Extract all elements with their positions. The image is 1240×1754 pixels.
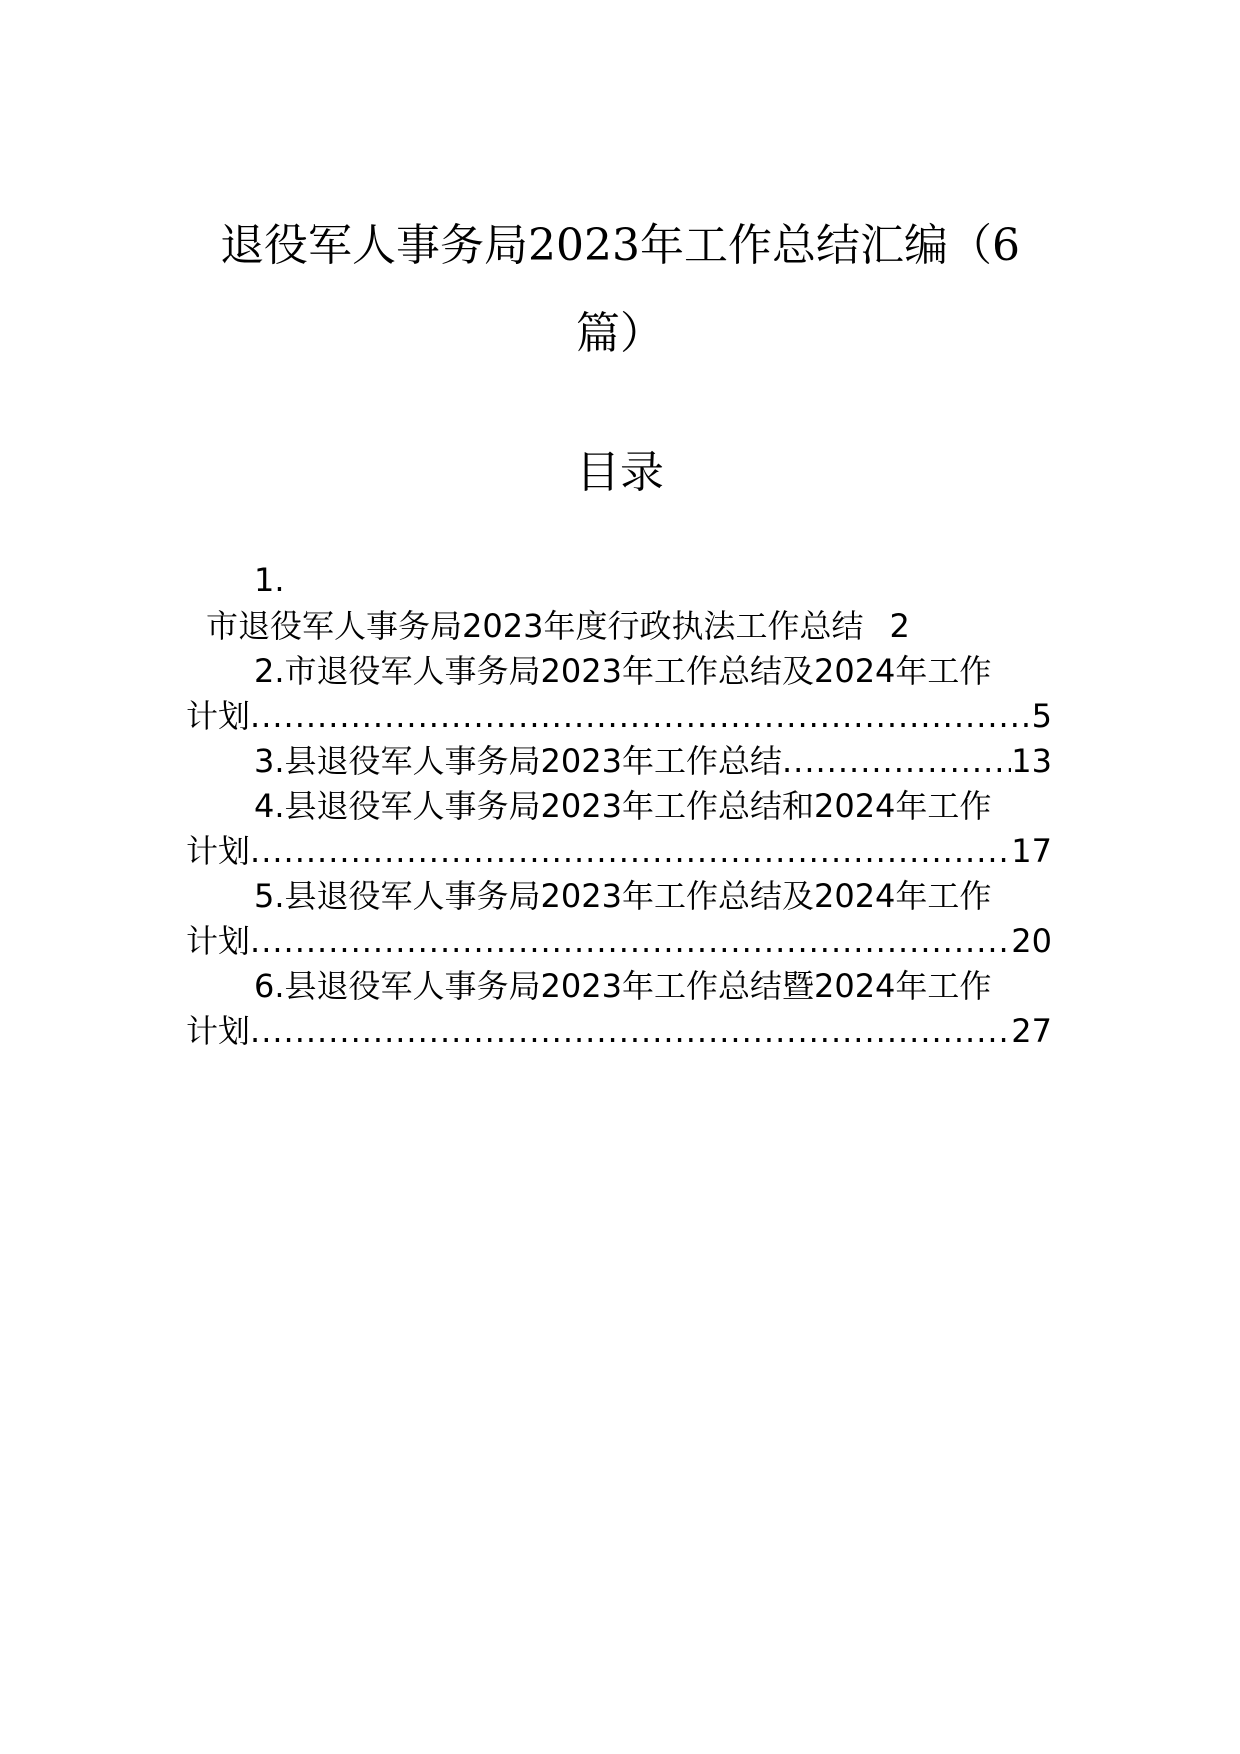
toc-entry-2-page: 5 (1031, 697, 1052, 735)
toc-heading: 目录 (576, 447, 664, 498)
toc-entry-6-page: 27 (1011, 1012, 1052, 1050)
toc-entry-5-line1[interactable]: 5.县退役军人事务局2023年工作总结及2024年工作 (254, 877, 992, 915)
toc-leader-dots (782, 741, 1011, 781)
toc-entry-4-line1[interactable]: 4.县退役军人事务局2023年工作总结和2024年工作 (254, 787, 992, 825)
toc-entry-6-title-end: 计划 (186, 1012, 251, 1050)
toc-entry-1-title: 市退役军人事务局2023年度行政执法工作总结 (206, 607, 864, 645)
toc-entry-3[interactable] (254, 741, 1052, 781)
toc-entry-2-title-end: 计划 (186, 697, 251, 735)
toc-leader-dots (250, 696, 1032, 736)
document-title-line1: 退役军人事务局2023年工作总结汇编（6 (220, 220, 1020, 271)
toc-entry-5-title-end: 计划 (186, 922, 251, 960)
toc-entry-3-title: 3.县退役军人事务局2023年工作总结 (254, 742, 782, 780)
toc-leader-dots (250, 831, 1011, 871)
toc-leader-dots (250, 1011, 1011, 1051)
toc-entry-4-page: 17 (1011, 832, 1052, 870)
toc-entry-1-page: 2 (889, 607, 910, 645)
toc-entry-2-line2[interactable] (186, 696, 1052, 736)
toc-entry-6-line1[interactable]: 6.县退役军人事务局2023年工作总结暨2024年工作 (254, 967, 992, 1005)
toc-entry-2-line1[interactable]: 2.市退役军人事务局2023年工作总结及2024年工作 (254, 652, 992, 690)
toc-entry-6-line2[interactable] (186, 1011, 1052, 1051)
toc-entry-4-line2[interactable] (186, 831, 1052, 871)
toc-leader-dots (250, 921, 1011, 961)
toc-entry-1-number[interactable]: 1. (254, 561, 285, 599)
toc-entry-4-title-end: 计划 (186, 832, 251, 870)
toc-entry-5-page: 20 (1011, 922, 1052, 960)
toc-entry-1[interactable] (206, 606, 910, 646)
document-title-line2: 篇） (576, 308, 664, 359)
toc-entry-5-line2[interactable] (186, 921, 1052, 961)
toc-entry-3-page: 13 (1011, 742, 1052, 780)
